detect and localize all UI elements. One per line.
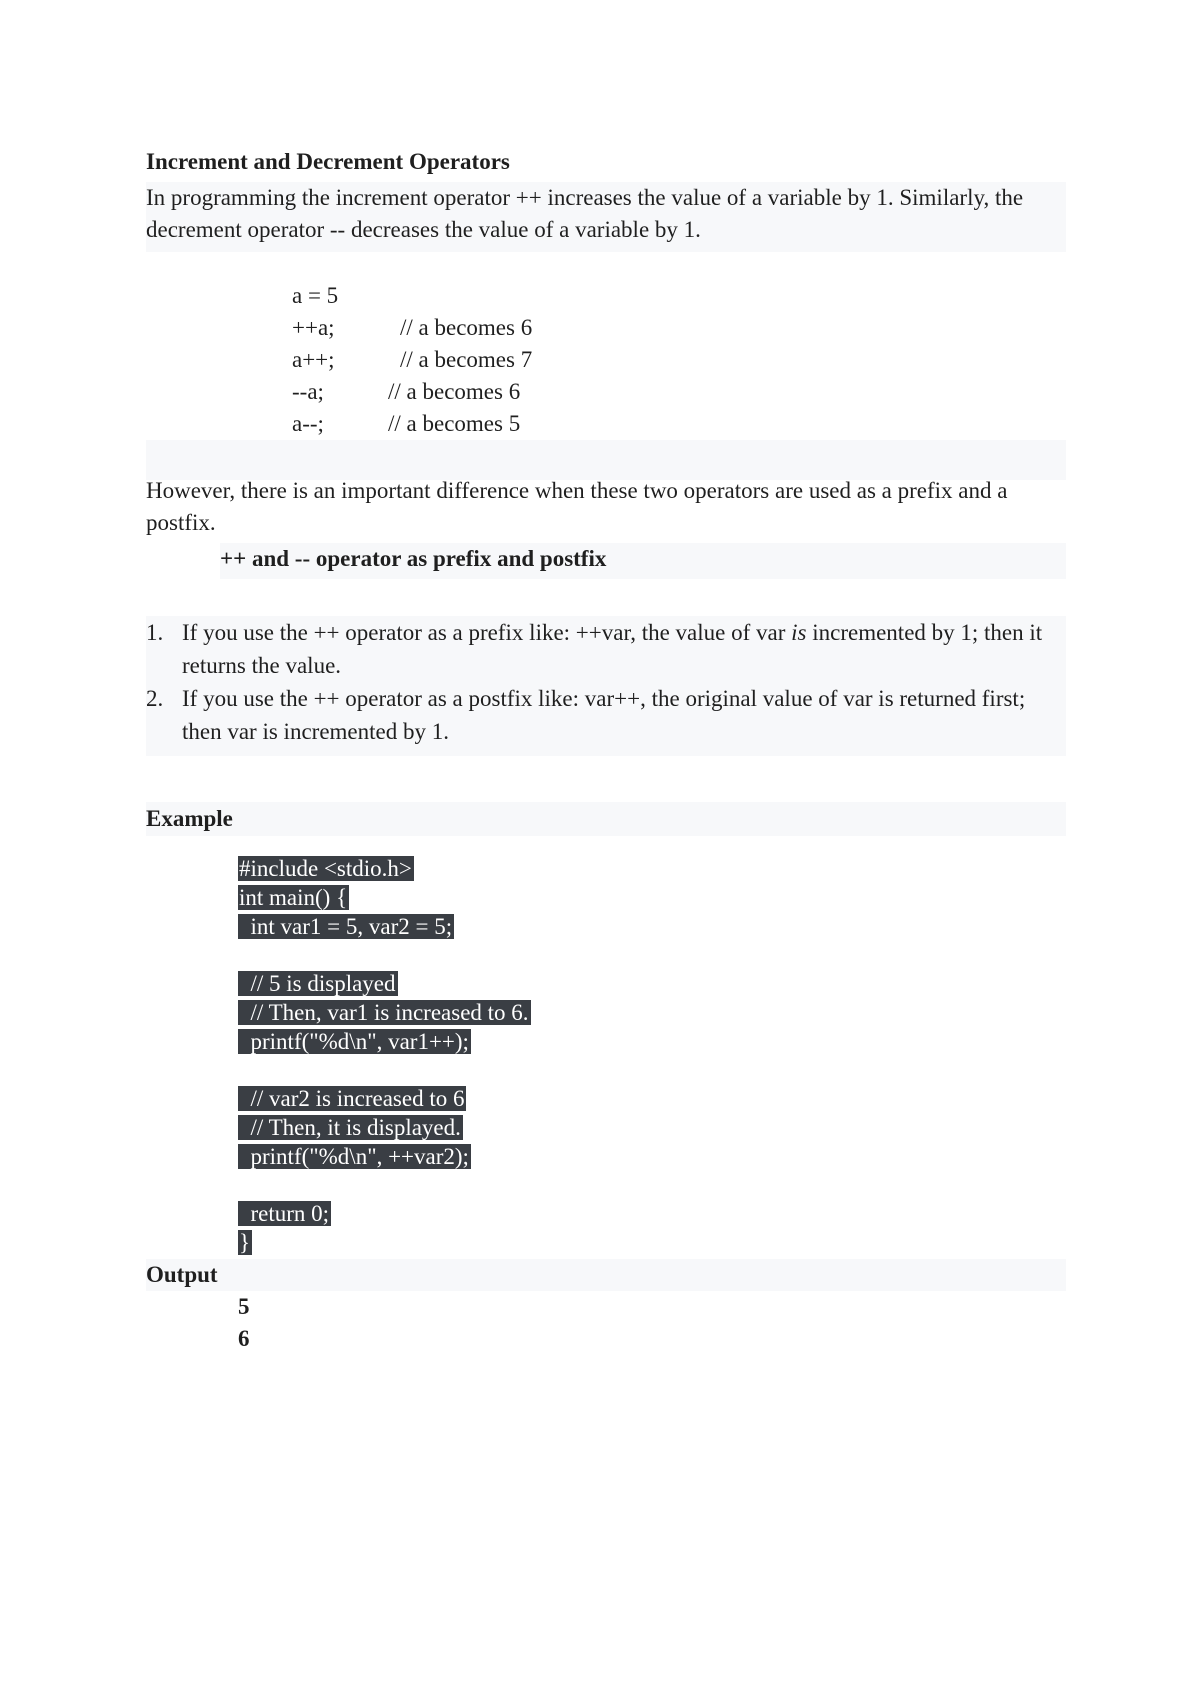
code-line bbox=[238, 854, 531, 883]
code-text: int main() { bbox=[239, 885, 348, 910]
output-line: 6 bbox=[238, 1326, 250, 1351]
code-text: printf("%d\n", ++var2); bbox=[239, 1144, 469, 1169]
code-comment: // a becomes 7 bbox=[400, 347, 533, 372]
code-line bbox=[238, 1027, 531, 1056]
code-line bbox=[238, 1199, 531, 1228]
code-line bbox=[238, 883, 531, 912]
code-line bbox=[238, 1113, 531, 1142]
list-number: 2. bbox=[146, 686, 164, 711]
code-text: int var1 = 5, var2 = 5; bbox=[239, 914, 453, 939]
code-line bbox=[292, 280, 532, 312]
code-text: #include <stdio.h> bbox=[239, 856, 412, 881]
code-statement: ++a; bbox=[292, 315, 335, 340]
code-line bbox=[238, 1142, 531, 1171]
code-line bbox=[238, 1084, 531, 1113]
code-line bbox=[292, 312, 532, 344]
code-text: printf("%d\n", var1++); bbox=[239, 1029, 469, 1054]
list-item bbox=[146, 616, 1066, 682]
code-text: // 5 is displayed bbox=[239, 971, 396, 996]
code-line bbox=[292, 408, 532, 440]
code-line bbox=[292, 344, 532, 376]
code-text: return 0; bbox=[239, 1201, 330, 1226]
code-statement: --a; bbox=[292, 379, 324, 404]
numbered-list bbox=[146, 616, 1066, 756]
code-text: } bbox=[239, 1230, 251, 1255]
intro-paragraph: In programming the increment operator ++ increases the value of a variable by 1. Similarly, the decrement operator -- decreases the value of a variable by 1. bbox=[146, 182, 1066, 252]
list-text-part: If you use the ++ operator as a prefix like: ++var, the value of var bbox=[182, 620, 792, 645]
code-statement: a--; bbox=[292, 411, 324, 436]
code-line bbox=[238, 998, 531, 1027]
section-subheading: ++ and -- operator as prefix and postfix bbox=[220, 543, 1066, 579]
code-statement: a++; bbox=[292, 347, 335, 372]
code-text: // var2 is increased to 6 bbox=[239, 1086, 465, 1111]
code-blank-line bbox=[238, 1171, 531, 1199]
code-line bbox=[292, 376, 532, 408]
code-blank-line bbox=[238, 941, 531, 969]
list-number: 1. bbox=[146, 620, 164, 645]
list-text bbox=[182, 616, 1066, 682]
code-blank-line bbox=[238, 1056, 531, 1084]
shaded-divider bbox=[146, 440, 1066, 480]
example-heading: Example bbox=[146, 802, 1066, 836]
however-paragraph: However, there is an important difference when these two operators are used as a prefix and a postfix. bbox=[146, 478, 1008, 535]
code-line bbox=[238, 912, 531, 941]
list-text-part: incremented by 1; then it returns the value. bbox=[182, 620, 1043, 678]
example-code-block bbox=[238, 854, 531, 1257]
output-values bbox=[238, 1291, 250, 1355]
code-comment: // a becomes 5 bbox=[388, 411, 521, 436]
code-statement: a = 5 bbox=[292, 283, 339, 308]
page-title: Increment and Decrement Operators bbox=[146, 149, 510, 174]
simple-code-block bbox=[292, 280, 532, 440]
code-line bbox=[238, 969, 531, 998]
code-text: // Then, var1 is increased to 6. bbox=[239, 1000, 529, 1025]
emphasis-text: is bbox=[791, 620, 807, 645]
list-item bbox=[146, 682, 1066, 748]
output-line: 5 bbox=[238, 1294, 250, 1319]
code-comment: // a becomes 6 bbox=[388, 379, 521, 404]
code-comment: // a becomes 6 bbox=[400, 315, 533, 340]
code-text: // Then, it is displayed. bbox=[239, 1115, 461, 1140]
output-heading: Output bbox=[146, 1259, 1066, 1291]
code-line bbox=[238, 1228, 531, 1257]
list-text: If you use the ++ operator as a postfix like: var++, the original value of var is returned first; then var is incremented by 1. bbox=[182, 686, 1026, 744]
